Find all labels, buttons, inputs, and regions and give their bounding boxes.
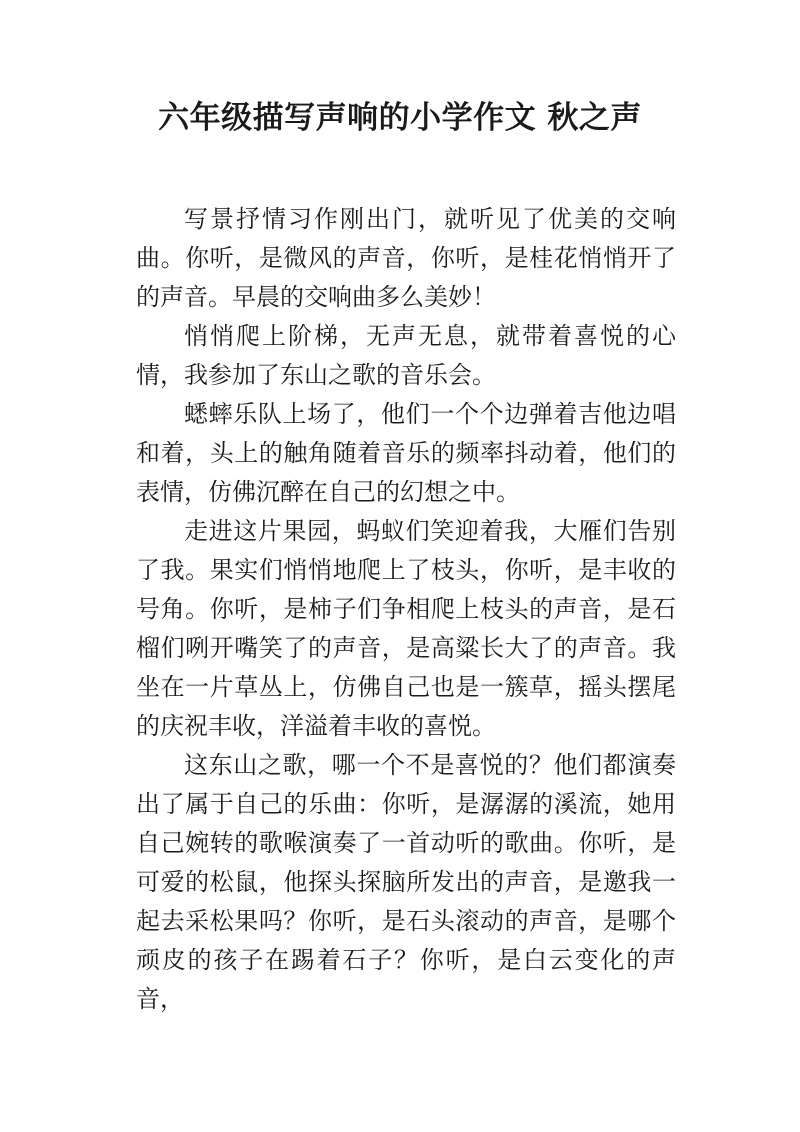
document-body (136, 200, 676, 1019)
paragraph-5: 这东山之歌，哪一个不是喜悦的？他们都演奏出了属于自己的乐曲：你听，是潺潺的溪流，她用自己婉转的歌喉演奏了一首动听的歌曲。你听，是可爱的松鼠，他探头探脑所发出的声音，是邀我一起去采松果吗？你听，是石头滚动的声音，是哪个顽皮的孩子在踢着石子？你听，是白云变化的声音， (136, 751, 676, 1013)
paragraph-2: 悄悄爬上阶梯，无声无息，就带着喜悦的心情，我参加了东山之歌的音乐会。 (136, 322, 676, 389)
paragraph-4: 走进这片果园，蚂蚁们笑迎着我，大雁们告别了我。果实们悄悄地爬上了枝头，你听，是丰收的号角。你听，是柿子们争相爬上枝头的声音，是石榴们咧开嘴笑了的声音，是高粱长大了的声音。我坐在一片草丛上，仿佛自己也是一簇草，摇头摆尾的庆祝丰收，洋溢着丰收的喜悦。 (136, 517, 676, 740)
paragraph-1: 写景抒情习作刚出门，就听见了优美的交响曲。你听，是微风的声音，你听，是桂花悄悄开了的声音。早晨的交响曲多么美妙！ (136, 205, 676, 311)
document-title: 六年级描写声响的小学作文 秋之声 (158, 100, 642, 136)
paragraph-3: 蟋蟀乐队上场了，他们一个个边弹着吉他边唱和着，头上的触角随着音乐的频率抖动着，他们的表情，仿佛沉醉在自己的幻想之中。 (136, 400, 676, 506)
